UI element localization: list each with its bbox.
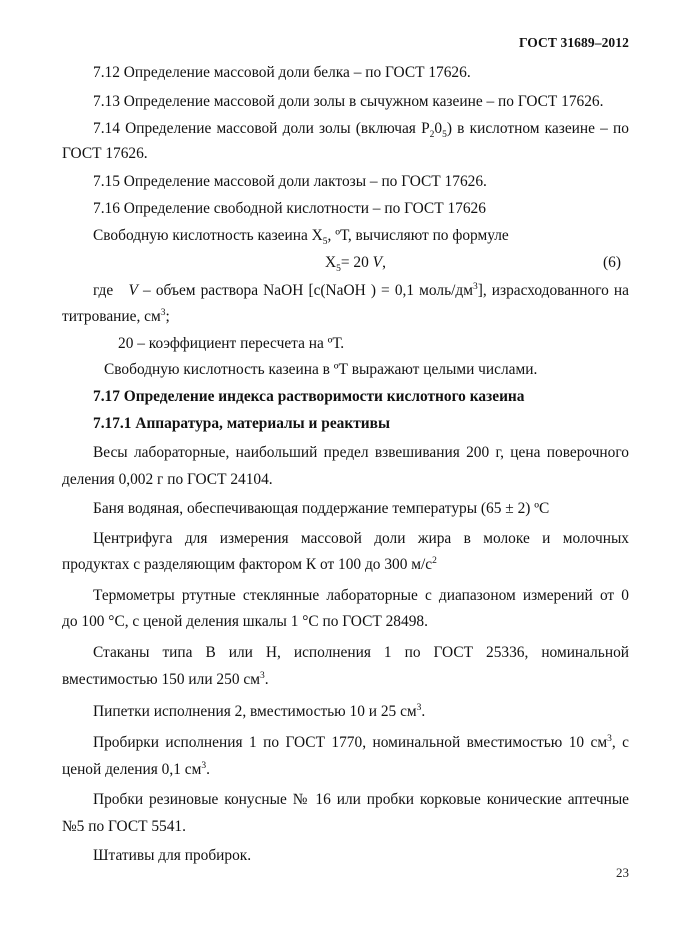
formula-number: (6): [603, 254, 621, 271]
section-7-17-heading: 7.17 Определение индекса растворимости кислотного казеина: [93, 388, 525, 405]
centrifuge-line2: продуктах с разделяющим фактором К от 100 до 300 $м/с^2$: [62, 555, 437, 573]
paragraph-7-15: 7.15 Определение массовой доли лактозы – по ГОСТ 17626.: [93, 173, 487, 190]
express-text: Свободную кислотность казеина в ºТ выражают целыми числами.: [104, 361, 538, 378]
section-7-17-1-heading: 7.17.1 Аппаратура, материалы и реактивы: [93, 415, 390, 432]
page-number: 23: [616, 865, 629, 880]
where-line2: титрование, $см^3$;: [62, 307, 170, 325]
racks-text: Штативы для пробирок.: [93, 847, 252, 864]
thermometers-line1: Термометры ртутные стеклянные лабораторные с диапазоном измерений от 0: [93, 587, 629, 604]
tubes-line1: Пробирки исполнения 1 по ГОСТ 1770, номинальной вместимостью 10 $см^3$, с: [93, 733, 629, 751]
stoppers-line2: №5 по ГОСТ 5541.: [62, 818, 186, 835]
pipettes-text: Пипетки исполнения 2, вместимостью 10 и 25 $см^3$.: [93, 702, 426, 720]
thermometers-line2: до 100 °С, с ценой деления шкалы 1 °С по ГОСТ 28498.: [62, 613, 428, 630]
where-line1: где V – объем раствора NaOH [c(NaOH ) = 0,1 моль/$дм^3$], израсходованного на: [93, 281, 629, 299]
tubes-line2: ценой деления 0,1 $см^3$.: [62, 760, 210, 778]
acidity-text: Свободную кислотность казеина $Х_5$, ºТ, вычисляют по формуле: [93, 227, 509, 248]
glasses-line2: вместимостью 150 или 250 $см^3$.: [62, 670, 269, 688]
coefficient-text: 20 – коэффициент пересчета на ºТ.: [118, 335, 345, 352]
stoppers-line1: Пробки резиновые конусные № 16 или пробки корковые конические аптечные: [93, 791, 629, 808]
paragraph-7-14-line2: ГОСТ 17626.: [62, 145, 148, 162]
scales-line2: деления 0,002 г по ГОСТ 24104.: [62, 471, 273, 488]
paragraph-7-12: 7.12 Определение массовой доли белка – по ГОСТ 17626.: [93, 64, 471, 81]
paragraph-7-14-line1: 7.14 Определение массовой доли золы (включая $Р_20_5$) в кислотном казеине – по: [93, 120, 629, 141]
glasses-line1: Стаканы типа В или Н, исполнения 1 по ГОСТ 25336, номинальной: [93, 644, 629, 661]
scales-line1: Весы лабораторные, наибольший предел взвешивания 200 г, цена поверочного: [93, 444, 629, 461]
document-header: ГОСТ 31689–2012: [518, 35, 629, 50]
paragraph-7-16: 7.16 Определение свободной кислотности – по ГОСТ 17626: [93, 200, 486, 217]
centrifuge-line1: Центрифуга для измерения массовой доли жира в молоке и молочных: [93, 530, 629, 547]
paragraph-7-13: 7.13 Определение массовой доли золы в сычужном казеине – по ГОСТ 17626.: [93, 93, 604, 110]
bath-text: Баня водяная, обеспечивающая поддержание температуры (65 ± 2) ºС: [93, 500, 550, 517]
